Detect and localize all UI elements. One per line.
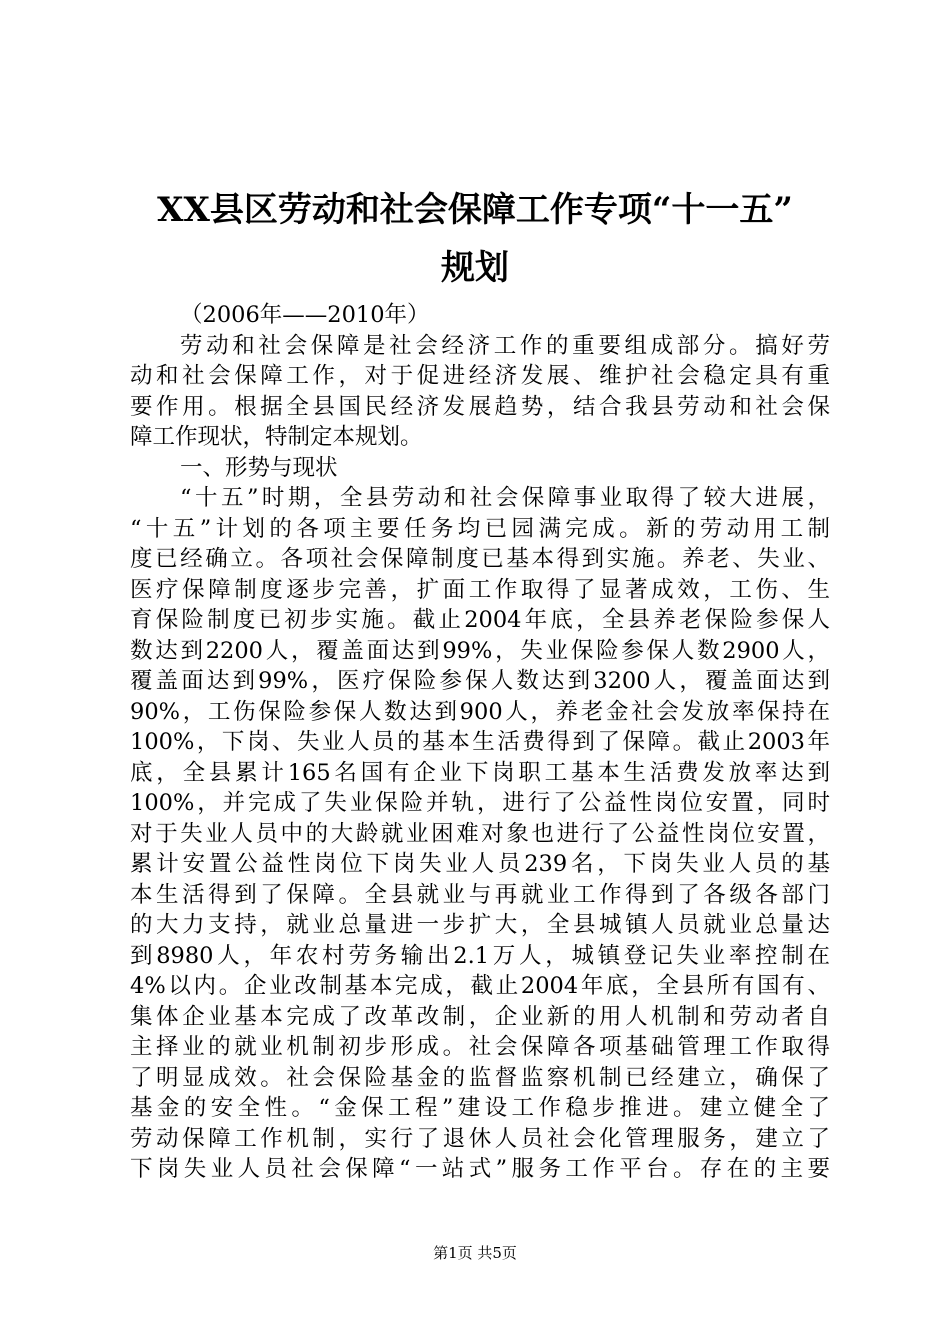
section-heading: 一、形势与现状 — [180, 454, 338, 481]
body-line: 的大力支持，就业总量进一步扩大，全县城镇人员就业总量达 — [130, 912, 830, 938]
page-number-footer: 第1页 共5页 — [433, 1244, 517, 1262]
body-line: 了明显成效。社会保险基金的监督监察机制已经建立，确保了 — [130, 1064, 830, 1091]
document-body — [130, 300, 830, 1185]
body-line: 累计安置公益性岗位下岗失业人员239名，下岗失业人员的基 — [130, 851, 830, 877]
body-line: 4%以内。企业改制基本完成，截止2004年底，全县所有国有、 — [130, 973, 830, 999]
body-line: 劳动保障工作机制，实行了退休人员社会化管理服务，建立了 — [130, 1125, 830, 1152]
document-title-line-2: 规划 — [441, 248, 509, 288]
body-line: 数达到2200人，覆盖面达到99%，失业保险参保人数2900人， — [130, 637, 830, 664]
body-line: 到8980人，年农村劳务输出2.1万人，城镇登记失业率控制在 — [130, 942, 830, 969]
body-line: 90%，工伤保险参保人数达到900人，养老金社会发放率保持在 — [130, 698, 830, 725]
body-line: 对于失业人员中的大龄就业困难对象也进行了公益性岗位安置， — [130, 820, 830, 847]
body-line: 要作用。根据全县国民经济发展趋势，结合我县劳动和社会保 — [130, 393, 830, 420]
body-line: 障工作现状，特制定本规划。 — [130, 424, 423, 450]
body-line: 基金的安全性。“金保工程”建设工作稳步推进。建立健全了 — [130, 1095, 830, 1121]
body-line: 劳动和社会保障是社会经济工作的重要组成部分。搞好劳 — [180, 332, 830, 359]
body-line: “十五”时期，全县劳动和社会保障事业取得了较大进展， — [180, 485, 830, 511]
body-line: 覆盖面达到99%，医疗保险参保人数达到3200人，覆盖面达到 — [130, 668, 830, 694]
body-line: 集体企业基本完成了改革改制，企业新的用人机制和劳动者自 — [130, 1003, 830, 1030]
body-line: 动和社会保障工作，对于促进经济发展、维护社会稳定具有重 — [130, 363, 830, 389]
date-range-line: （2006年——2010年） — [180, 302, 430, 328]
body-line: 主择业的就业机制初步形成。社会保障各项基础管理工作取得 — [130, 1034, 830, 1060]
body-line: 度已经确立。各项社会保障制度已基本得到实施。养老、失业、 — [130, 546, 830, 572]
body-line: “十五”计划的各项主要任务均已园满完成。新的劳动用工制 — [130, 515, 830, 542]
body-line: 本生活得到了保障。全县就业与再就业工作得到了各级各部门 — [130, 881, 830, 908]
body-line: 100%，并完成了失业保险并轨，进行了公益性岗位安置，同时 — [130, 790, 830, 816]
body-line: 100%，下岗、失业人员的基本生活费得到了保障。截止2003年 — [130, 729, 830, 755]
document-title-line-1: XX县区劳动和社会保障工作专项“十一五” — [157, 190, 793, 230]
body-line: 育保险制度已初步实施。截止2004年底，全县养老保险参保人 — [130, 607, 830, 633]
body-line: 医疗保障制度逐步完善，扩面工作取得了显著成效，工伤、生 — [130, 576, 830, 603]
body-line: 底，全县累计165名国有企业下岗职工基本生活费发放率达到 — [130, 759, 830, 786]
body-line: 下岗失业人员社会保障“一站式”服务工作平台。存在的主要 — [130, 1156, 830, 1182]
